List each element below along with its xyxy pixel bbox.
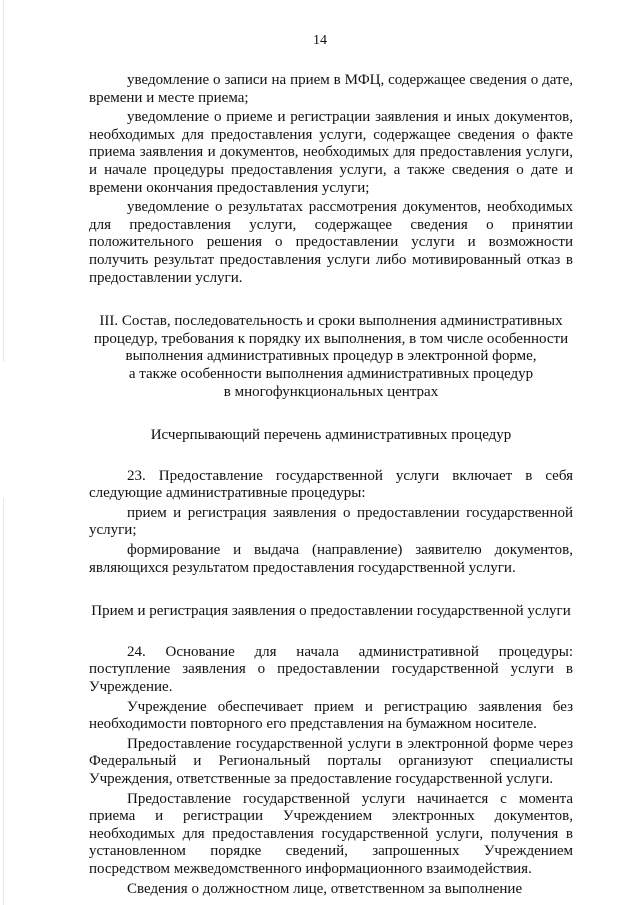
clause-paragraph: Предоставление государственной услуги в электронной форме через Федеральный и Региональный порталы организуют специалисты Учреждения, ответственные за предоставление государственной услуги.	[89, 735, 573, 787]
intro-paragraph: уведомление о приеме и регистрации заявления и иных документов, необходимых для предоставления услуги, содержащее сведения о факте приема заявления и документов, необходимых для предоставления услуги, и начале процедуры предоставления услуги, а также сведения о дате и времени окончания предоставления услуги;	[89, 109, 573, 196]
clause-paragraph: прием и регистрация заявления о предоставлении государственной услуги;	[89, 504, 573, 539]
section-heading-line: выполнения административных процедур в электронной форме,	[125, 348, 537, 365]
clause-paragraph: формирование и выдача (направление) заявителю документов, являющихся результатом предоставления государственной услуги.	[89, 542, 573, 576]
clause-paragraph: 24. Основание для начала административной процедуры: поступление заявления о предоставлении государственной услуги в Учреждение.	[89, 643, 573, 696]
section-heading-line: III. Состав, последовательность и сроки выполнения административных	[99, 313, 563, 330]
clause-24	[89, 644, 573, 898]
section-heading-line: в многофункциональных центрах	[223, 383, 439, 400]
clause-23	[89, 468, 573, 578]
intro-paragraph: уведомление о записи на прием в МФЦ, содержащее сведения о дате, времени и месте приема;	[89, 72, 573, 106]
subheading-procedures-list: Исчерпывающий перечень административных процедур	[150, 427, 512, 444]
section-heading	[89, 313, 573, 401]
section-heading-line: а также особенности выполнения административных процедур	[128, 365, 534, 382]
document-body	[89, 72, 573, 898]
page-number: 14	[313, 33, 327, 48]
clause-paragraph: Предоставление государственной услуги начинается с момента приема и регистрации Учреждением электронных документов, необходимых для предоставления государственной услуги, получения в установленном порядке сведений, запрошенных Учреждением посредством межведомственного информационного взаимодействия.	[89, 790, 573, 877]
clause-paragraph: Сведения о должностном лице, ответственном за выполнение	[127, 880, 523, 897]
subheading-application-intake: Прием и регистрация заявления о предоставлении государственной услуги	[91, 603, 571, 620]
scan-edge	[3, 0, 4, 905]
clause-paragraph: Учреждение обеспечивает прием и регистрацию заявления без необходимости повторного его представления на бумажном носителе.	[89, 698, 573, 733]
intro-paragraph: уведомление о результатах рассмотрения документов, необходимых для предоставления услуги, содержащее сведения о принятии положительного решения о предоставлении услуги и возможности получить результат предоставления услуги либо мотивированный отказ в предоставлении услуги.	[89, 199, 573, 286]
section-heading-line: процедур, требования к порядку их выполнения, в том числе особенности	[93, 330, 569, 347]
clause-paragraph: 23. Предоставление государственной услуги включает в себя следующие административные процедуры:	[89, 467, 573, 502]
